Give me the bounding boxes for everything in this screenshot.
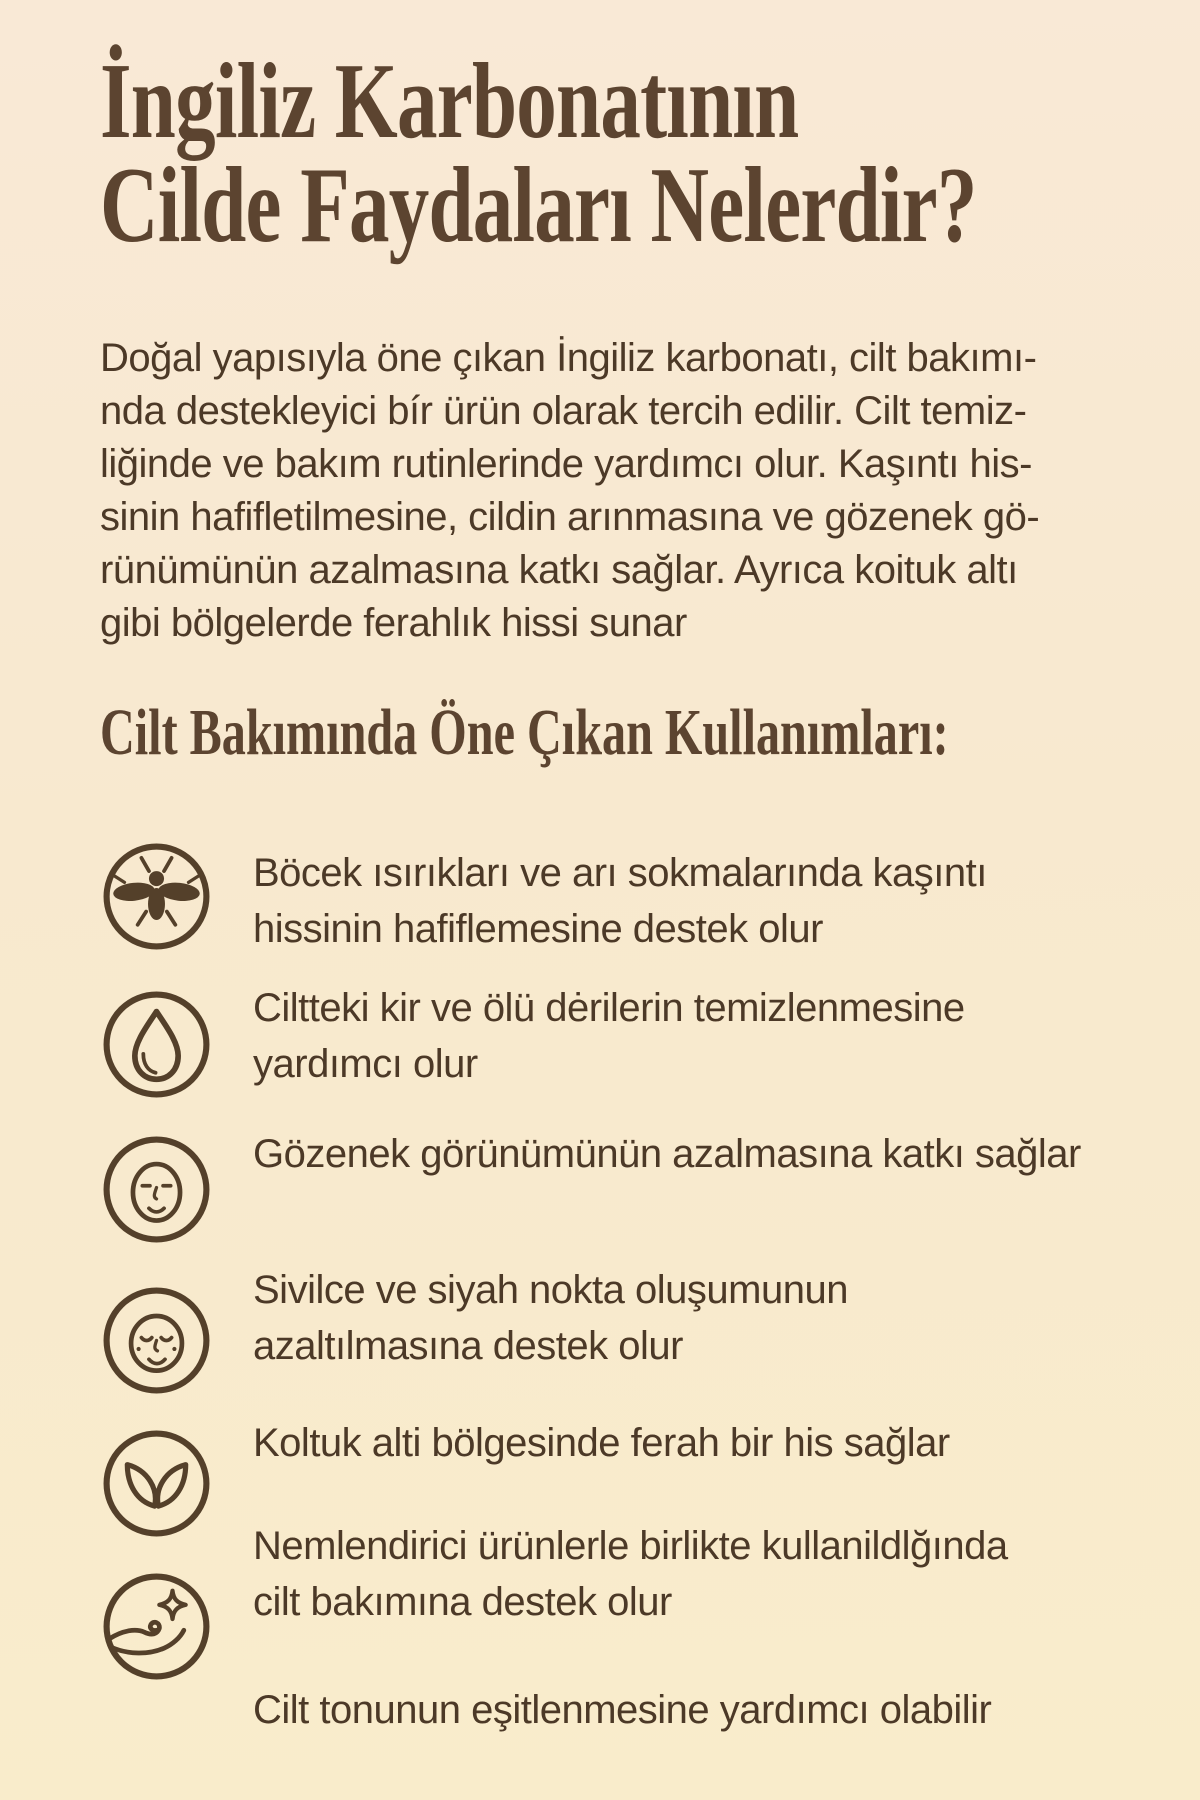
intro-line: sinin hafifletilmesine, cildin arınmasına ve gözenek gö- [100, 495, 1040, 539]
page-title-line-2: Cilde Faydaları Nelerdir? [100, 146, 977, 265]
intro-line: rünümünün azalmasına katkı sağlar. Ayrıca koituk altı [100, 548, 1018, 592]
benefit-item [253, 1518, 1008, 1630]
intro-paragraph [100, 332, 1039, 650]
intro-line: Doğal yapısıyla öne çıkan İngiliz karbonatı, cilt bakımı- [100, 336, 1037, 380]
benefit-item [253, 980, 965, 1092]
intro-line: liğinde ve bakım rutinlerinde yardımcı olur. Kaşıntı his- [100, 442, 1032, 486]
benefit-line: Böcek ısırıkları ve arı sokmalarında kaşıntı [253, 851, 987, 895]
benefit-line: Cilt tonunun eşitlenmesine yardımcı olabilir [253, 1688, 992, 1732]
face-with-spots-icon [100, 1284, 213, 1397]
calm-face-icon [100, 1133, 213, 1246]
benefit-item [253, 1415, 950, 1471]
benefit-line: hissinin hafiflemesine destek olur [253, 907, 823, 951]
benefit-line: Nemlendirici ürünlerle birlikte kullanildlğında [253, 1524, 1008, 1568]
leaves-icon [100, 1427, 213, 1540]
intro-line: nda destekleyici bír ürün olarak tercih edilir. Cilt temiz- [100, 389, 1027, 433]
benefit-line: Gözenek görünümünün azalmasına katkı sağlar [253, 1132, 1081, 1176]
benefit-item [253, 1682, 991, 1738]
insect-icon [100, 840, 213, 953]
page-title-line-1: İngiliz Karbonatının [100, 42, 799, 161]
benefit-line: Ciltteki kir ve ölü dėrilerin temizlenmesine [253, 986, 965, 1030]
benefit-line: azaltılmasına destek olur [253, 1324, 683, 1368]
section-heading: Cilt Bakımında Öne Çıkan Kullanımları: [100, 696, 949, 769]
benefit-item [253, 845, 987, 957]
benefit-line: yardımcı olur [253, 1042, 478, 1086]
water-drop-icon [100, 988, 213, 1101]
benefit-line: Sivilce ve siyah nokta oluşumunun [253, 1268, 848, 1312]
benefit-line: cilt bakımına destek olur [253, 1580, 672, 1624]
benefit-line: Koltuk alti bölgesinde ferah bir his sağlar [253, 1421, 950, 1465]
intro-line: gibi bölgelerde ferahlık hissi sunar [100, 601, 687, 645]
benefit-item [253, 1126, 1081, 1182]
benefit-item [253, 1262, 848, 1374]
hand-sparkle-icon [100, 1570, 213, 1683]
